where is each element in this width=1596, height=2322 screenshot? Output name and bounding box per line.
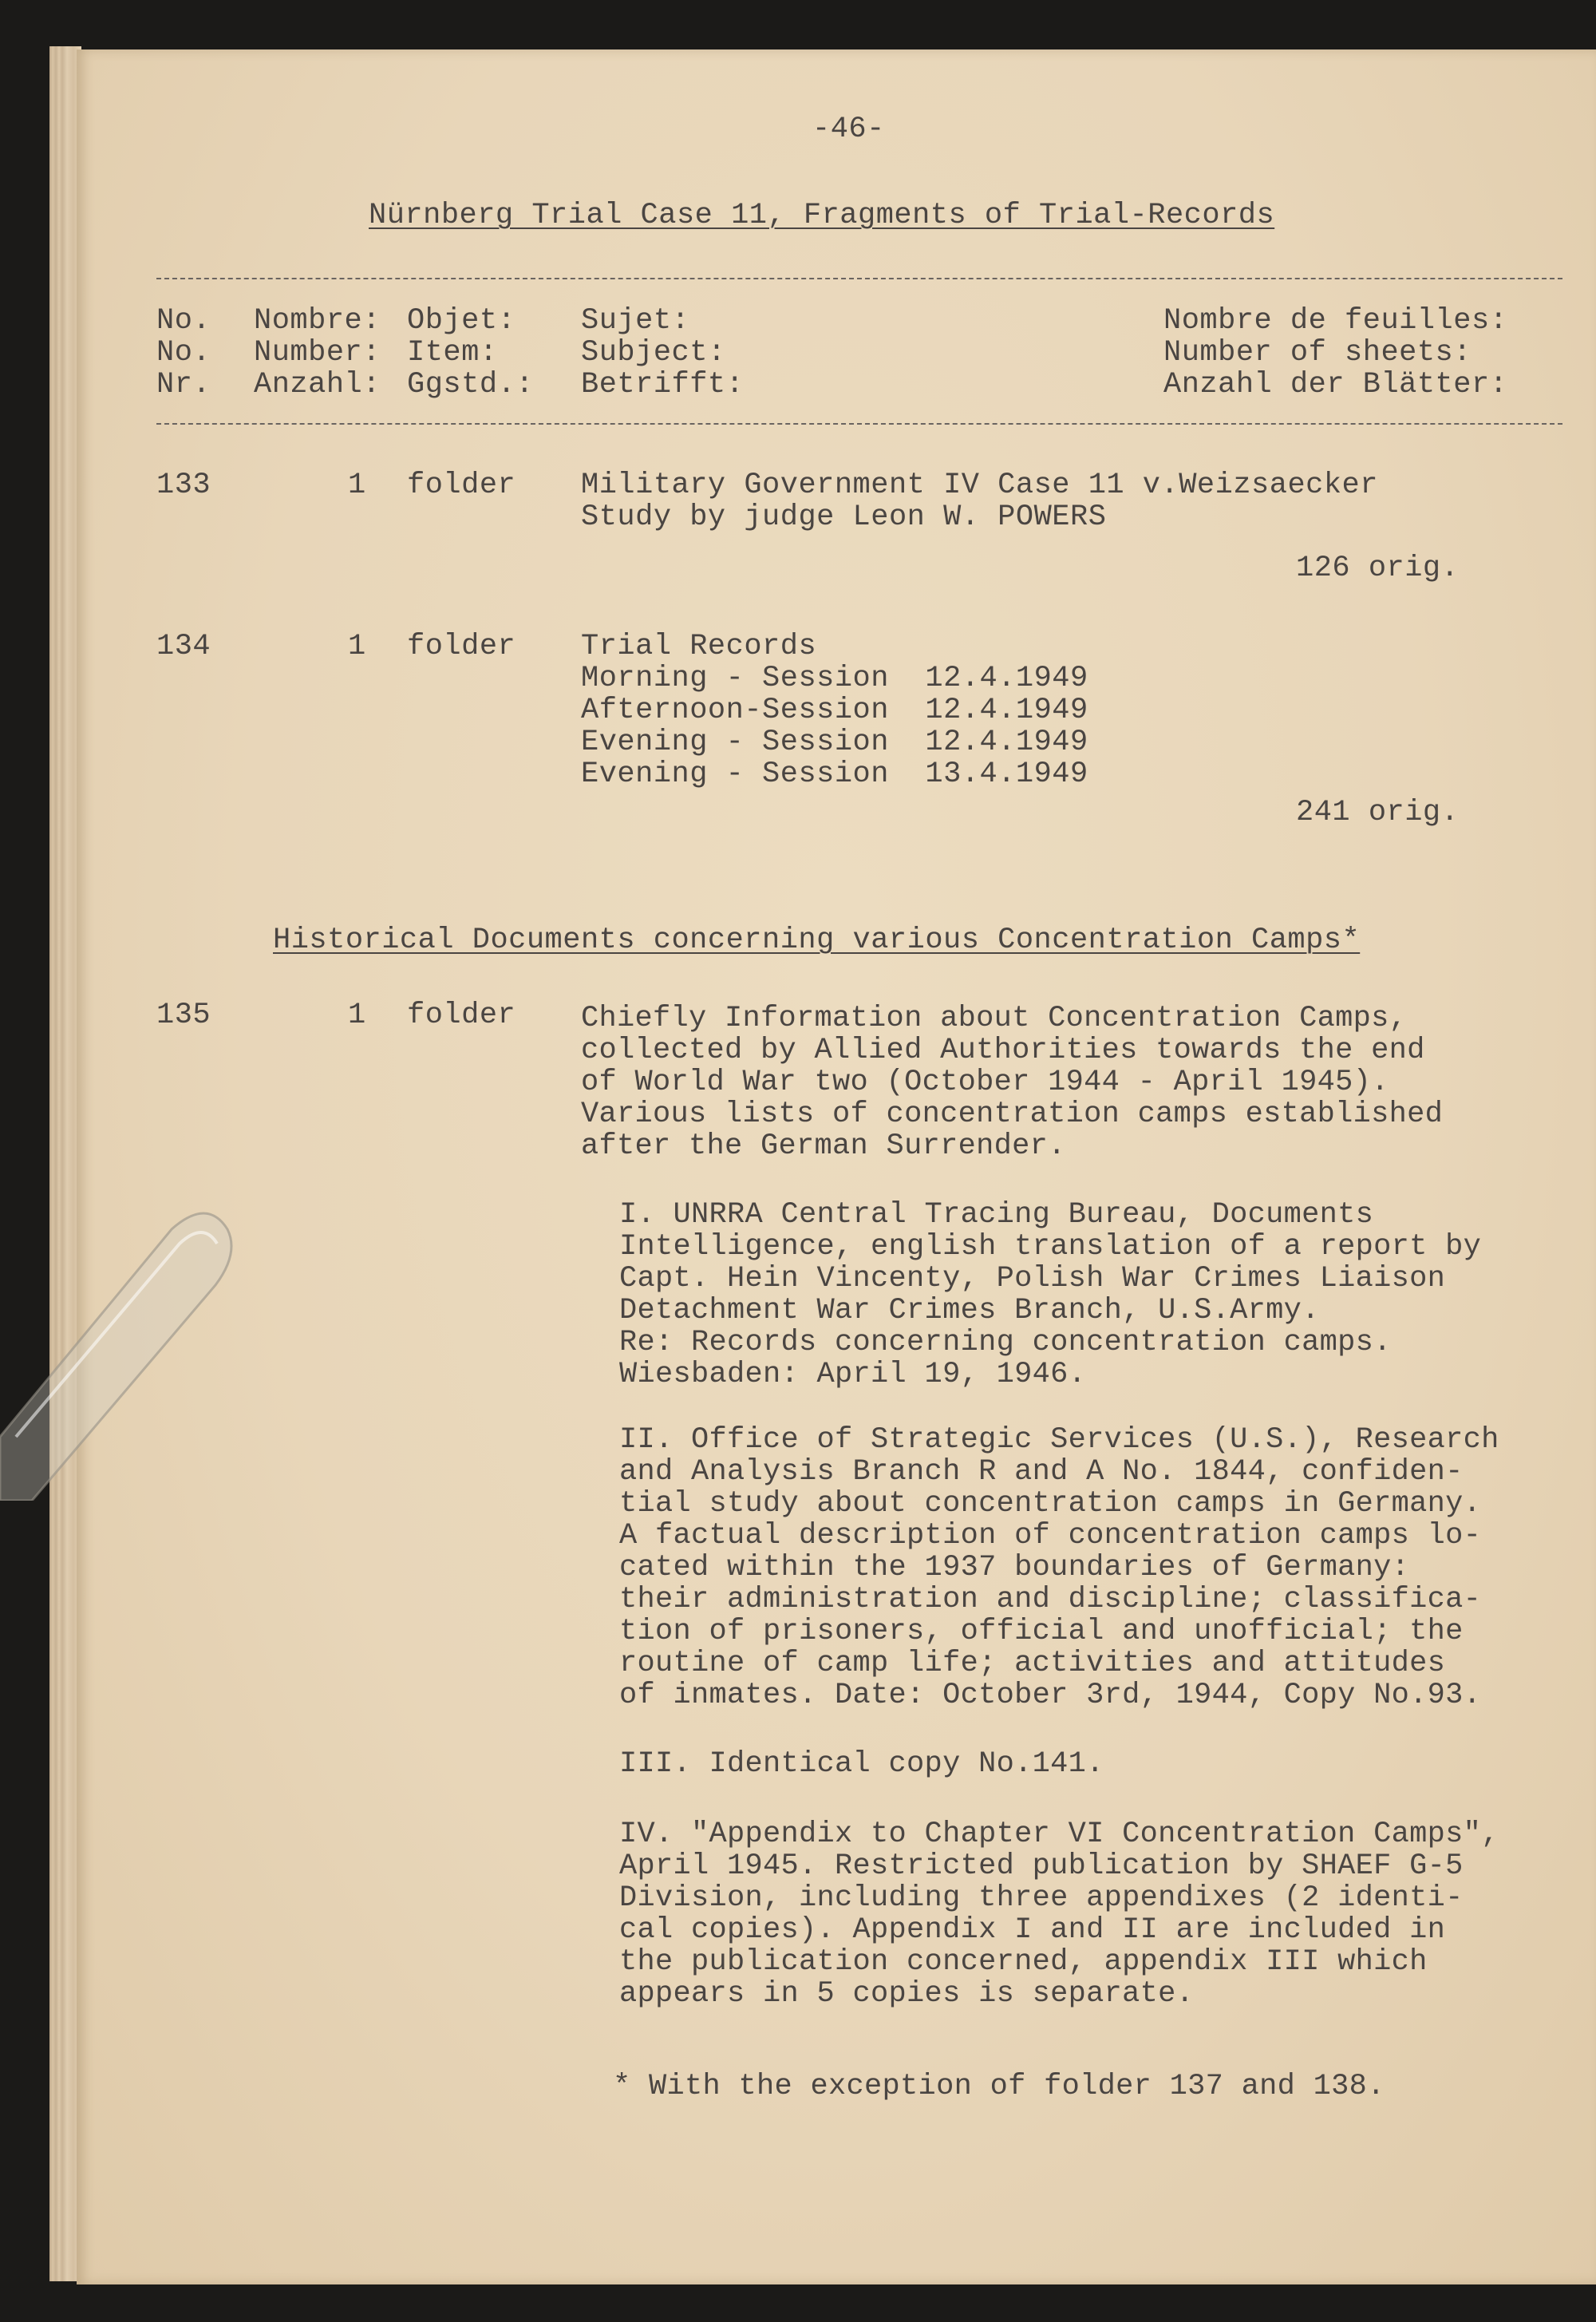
item-line: routine of camp life; activities and attitudes	[619, 1647, 1446, 1680]
entry-sheets: 126 orig.	[1296, 552, 1460, 585]
item-line: II. Office of Strategic Services (U.S.), Research	[619, 1423, 1499, 1457]
item-line: Wiesbaden: April 19, 1946.	[619, 1358, 1087, 1391]
header-no: No.	[156, 336, 211, 370]
item-line: tial study about concentration camps in Germany.	[619, 1487, 1482, 1521]
intro-line: Chiefly Information about Concentration Camps,	[581, 1002, 1408, 1035]
item-line: Detachment War Crimes Branch, U.S.Army.	[619, 1294, 1320, 1327]
item-line: Intelligence, english translation of a report by	[619, 1230, 1482, 1264]
entry-no: 134	[156, 630, 211, 663]
item-line: cal copies). Appendix I and II are included in	[619, 1913, 1446, 1947]
entry-subject-line: Afternoon-Session 12.4.1949	[581, 694, 1088, 727]
entry-subject-line: Study by judge Leon W. POWERS	[581, 500, 1107, 534]
header-number: Nombre:	[254, 304, 381, 338]
entry-no: 135	[156, 999, 211, 1032]
item-line: I. UNRRA Central Tracing Bureau, Documents	[619, 1198, 1374, 1232]
header-sheets: Nombre de feuilles:	[1163, 304, 1508, 338]
header-number: Number:	[254, 336, 381, 370]
entry-subject-line: Evening - Session 13.4.1949	[581, 758, 1088, 791]
item-line: of inmates. Date: October 3rd, 1944, Copy No.93.	[619, 1679, 1482, 1712]
item-line: Division, including three appendixes (2 identi-	[619, 1881, 1464, 1915]
intro-line: Various lists of concentration camps established	[581, 1098, 1444, 1131]
entry-sheets: 241 orig.	[1296, 796, 1460, 829]
header-bottom-rule	[156, 423, 1562, 425]
entry-number: 1	[348, 999, 366, 1032]
entry-number: 1	[348, 469, 366, 502]
header-object: Objet:	[407, 304, 516, 338]
entry-subject-line: Military Government IV Case 11 v.Weizsaecker	[581, 469, 1378, 502]
item-line: appears in 5 copies is separate.	[619, 1977, 1195, 2011]
entry-subject-line: Evening - Session 12.4.1949	[581, 726, 1088, 759]
section-title-concentration-camps: Historical Documents concerning various Concentration Camps*	[273, 924, 1361, 957]
entry-no: 133	[156, 469, 211, 502]
footnote: * With the exception of folder 137 and 138.	[613, 2070, 1385, 2103]
header-sheets: Number of sheets:	[1163, 336, 1472, 370]
item-line: A factual description of concentration camps lo-	[619, 1519, 1482, 1553]
intro-line: collected by Allied Authorities towards the end	[581, 1034, 1425, 1067]
entry-number: 1	[348, 630, 366, 663]
plastic-clip-icon	[0, 1197, 239, 1501]
item-line: April 1945. Restricted publication by SHAEF G-5	[619, 1849, 1464, 1883]
entry-subject-line: Trial Records	[581, 630, 817, 663]
entry-object: folder	[407, 469, 516, 502]
section-title-trial-records: Nürnberg Trial Case 11, Fragments of Trial-Records	[369, 199, 1275, 232]
entry-object: folder	[407, 630, 516, 663]
item-line: the publication concerned, appendix III which	[619, 1945, 1428, 1979]
entry-object: folder	[407, 999, 516, 1032]
header-subject: Sujet:	[581, 304, 690, 338]
header-no: Nr.	[156, 368, 211, 402]
item-line: IV. "Appendix to Chapter VI Concentration Camps",	[619, 1818, 1499, 1851]
intro-line: of World War two (October 1944 - April 1945).	[581, 1066, 1389, 1099]
item-line: III. Identical copy No.141.	[619, 1747, 1104, 1781]
header-no: No.	[156, 304, 211, 338]
entry-subject-line: Morning - Session 12.4.1949	[581, 662, 1088, 695]
header-top-rule	[156, 278, 1562, 279]
item-line: and Analysis Branch R and A No. 1844, confiden-	[619, 1455, 1464, 1489]
header-subject: Subject:	[581, 336, 726, 370]
item-line: their administration and discipline; classifica-	[619, 1583, 1482, 1616]
header-object: Ggstd.:	[407, 368, 534, 402]
header-object: Item:	[407, 336, 498, 370]
intro-line: after the German Surrender.	[581, 1129, 1066, 1163]
header-number: Anzahl:	[254, 368, 381, 402]
item-line: Re: Records concerning concentration camps.	[619, 1326, 1392, 1359]
page-number: -46-	[812, 113, 885, 146]
item-line: cated within the 1937 boundaries of Germany:	[619, 1551, 1410, 1584]
item-line: Capt. Hein Vincenty, Polish War Crimes Liaison	[619, 1262, 1446, 1295]
header-subject: Betrifft:	[581, 368, 745, 402]
item-line: tion of prisoners, official and unofficial; the	[619, 1615, 1464, 1648]
header-sheets: Anzahl der Blätter:	[1163, 368, 1508, 402]
